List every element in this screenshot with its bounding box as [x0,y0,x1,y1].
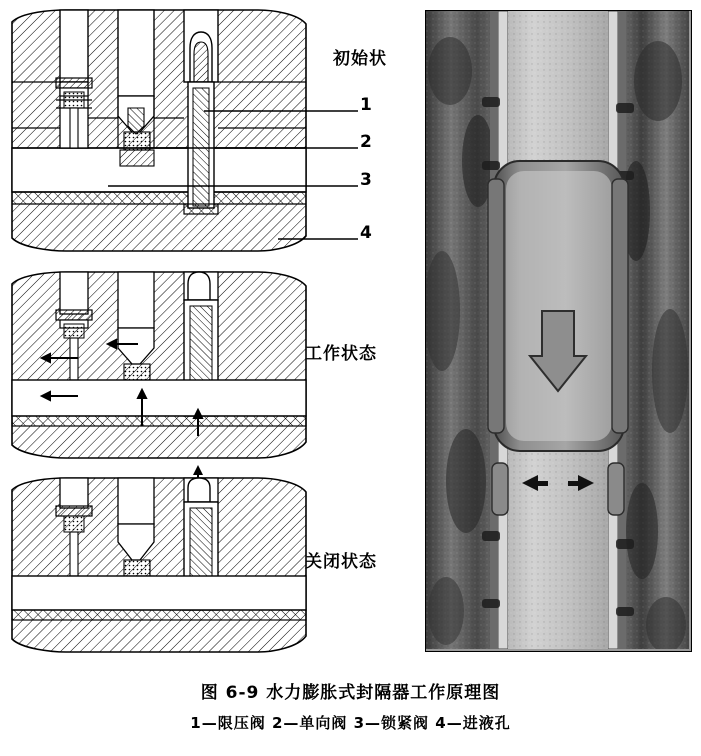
state-label-initial: 初始状 [333,49,387,69]
state-label-working: 工作状态 [305,344,377,364]
callout-number-1: 1 [360,95,372,115]
panel-closed-state [8,476,318,658]
downhole-photo [425,10,692,652]
callout-number-4: 4 [360,223,372,243]
callout-number-3: 3 [360,170,372,190]
panel-working-state [8,270,318,465]
figure-caption-main: 图 6-9 水力膨胀式封隔器工作原理图 [200,683,501,703]
panel-initial-state [8,8,318,258]
state-label-closed: 关闭状态 [305,552,377,572]
figure-caption-legend: 1—限压阀 2—单向阀 3—锁紧阀 4—进液孔 [190,714,511,732]
callout-number-2: 2 [360,132,372,152]
